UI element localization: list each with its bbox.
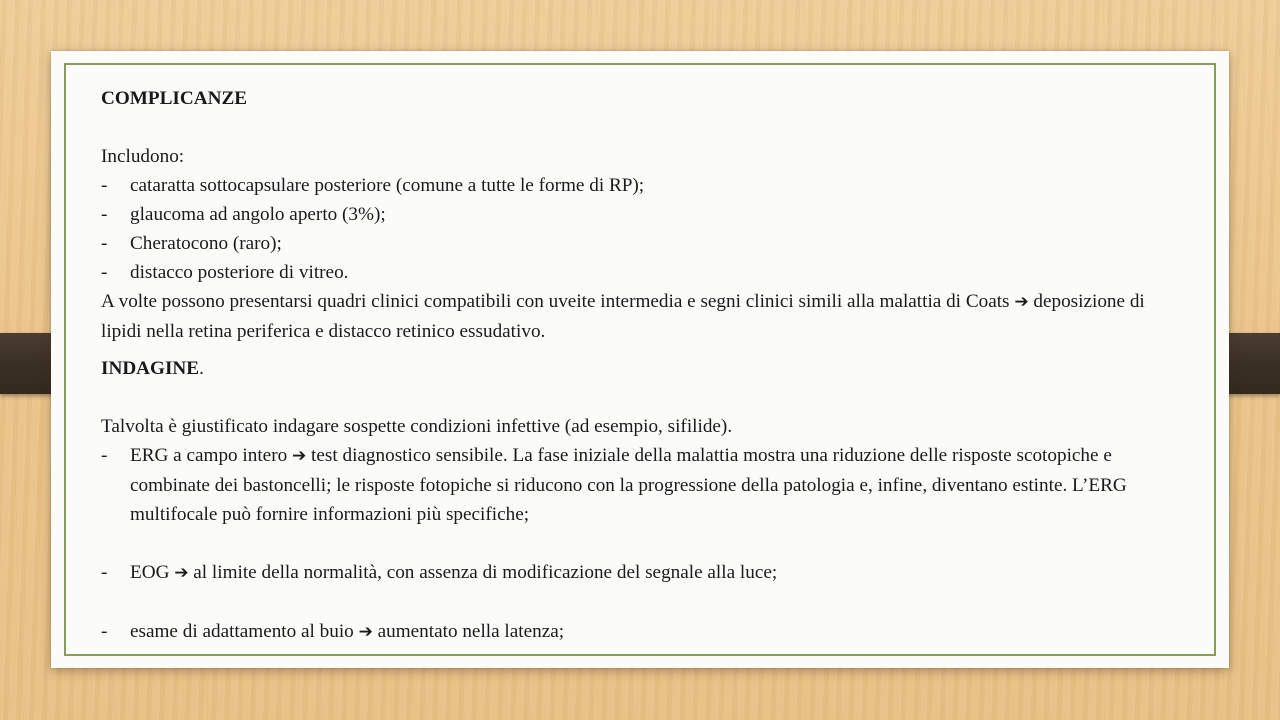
list-item <box>101 229 1161 258</box>
list-item <box>101 171 1161 200</box>
bullet-dash: - <box>101 262 108 283</box>
list-item-text: cataratta sottocapsulare posteriore (comune a tutte le forme di RP); <box>130 175 645 196</box>
complications-heading: COMPLICANZE <box>101 88 248 109</box>
list-item <box>101 441 1161 529</box>
test-label: esame di adattamento al buio <box>130 621 354 642</box>
bullet-dash: - <box>101 175 108 196</box>
note-text-part1: A volte possono presentarsi quadri clinici compatibili con uveite intermedia e segni clinici simili alla malattia di Coats <box>101 291 1010 312</box>
list-item-text <box>130 441 1161 529</box>
list-item <box>101 200 1161 229</box>
investigation-heading-line <box>101 354 1161 383</box>
bullet-dash: - <box>101 445 108 466</box>
bullet-dash: - <box>101 204 108 225</box>
bullet-dash: - <box>101 621 108 642</box>
investigation-heading: INDAGINE <box>101 358 200 379</box>
investigation-heading-suffix: . <box>199 358 204 379</box>
test-description: al limite della normalità, con assenza di modificazione del segnale alla luce; <box>193 562 778 583</box>
list-item-text <box>130 558 1161 588</box>
list-item-text: Cheratocono (raro); <box>130 233 282 254</box>
list-item <box>101 258 1161 287</box>
bullet-dash: - <box>101 562 108 583</box>
list-item-text: distacco posteriore di vitreo. <box>130 262 349 283</box>
slide-content <box>101 84 1161 647</box>
right-arrow-icon: ➔ <box>291 446 307 466</box>
test-description: test diagnostico sensibile. La fase iniziale della malattia mostra una riduzione delle risposte scotopiche e combinate dei bastoncelli; le risposte fotopiche si riducono con la progressione della patologia e, infine, diventano estinte. L’ERG multifocale può fornire informazioni più specifiche; <box>130 445 1127 525</box>
list-item-text <box>130 617 1161 647</box>
investigation-intro: Talvolta è giustificato indagare sospette condizioni infettive (ad esempio, sifilide). <box>101 416 733 437</box>
right-arrow-icon: ➔ <box>174 563 189 583</box>
complications-note <box>101 287 1161 346</box>
note-text-part2: deposizione di lipidi nella retina periferica e distacco retinico essudativo. <box>101 291 1145 342</box>
test-label: EOG <box>130 562 170 583</box>
spacer <box>101 113 1161 142</box>
bullet-dash: - <box>101 233 108 254</box>
complications-intro: Includono: <box>101 146 185 167</box>
spacer <box>101 529 1161 558</box>
list-item-text: glaucoma ad angolo aperto (3%); <box>130 204 386 225</box>
spacer <box>101 588 1161 617</box>
right-arrow-icon: ➔ <box>1014 292 1029 312</box>
list-item <box>101 617 1161 647</box>
list-item <box>101 558 1161 588</box>
right-arrow-icon: ➔ <box>358 622 373 642</box>
test-label: ERG a campo intero <box>130 445 288 466</box>
test-description: aumentato nella latenza; <box>377 621 565 642</box>
spacer <box>101 383 1161 412</box>
spacer <box>101 346 1161 354</box>
